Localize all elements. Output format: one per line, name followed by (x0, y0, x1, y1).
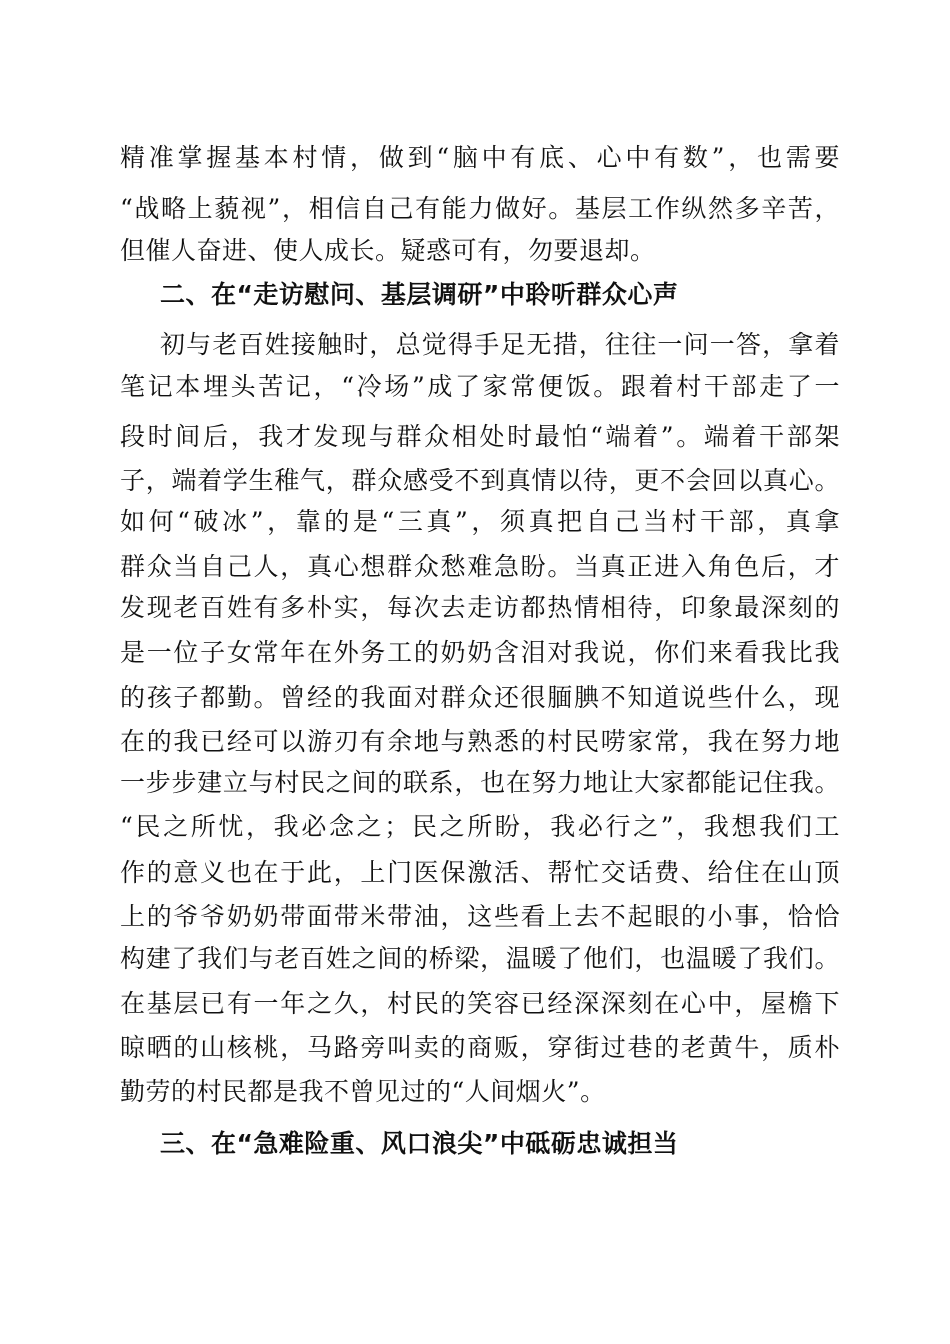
paragraph-2-line-18: 勤劳的村民都是我不曾见过的“人间烟火”。 (120, 1077, 606, 1106)
paragraph-2-line-11: 一步步建立与村民之间的联系，也在努力地让大家都能记住我。 (120, 768, 840, 797)
paragraph-2-line-6: 群众当自己人，真心想群众愁难急盼。当真正进入角色后，才 (120, 552, 840, 581)
paragraph-1-line-2: “战略上藐视”，相信自己有能力做好。基层工作纵然多辛苦， (120, 194, 840, 223)
paragraph-2-line-13: 作的意义也在于此，上门医保激活、帮忙交话费、给住在山顶 (120, 858, 840, 887)
paragraph-2-line-2: 笔记本埋头苦记，“冷场”成了家常便饭。跟着村干部走了一 (120, 372, 840, 401)
paragraph-2-line-3: 段时间后，我才发现与群众相处时最怕“端着”。端着干部架 (120, 422, 840, 451)
paragraph-2-line-5: 如何“破冰”，靠的是“三真”，须真把自己当村干部，真拿 (120, 507, 840, 536)
paragraph-2-line-9: 的孩子都勤。曾经的我面对群众还很腼腆不知道说些什么，现 (120, 683, 840, 712)
paragraph-2-line-1: 初与老百姓接触时，总觉得手足无措，往往一问一答，拿着 (160, 330, 840, 359)
paragraph-2-line-12: “民之所忧，我必念之；民之所盼，我必行之”，我想我们工 (120, 812, 840, 841)
paragraph-2-line-15: 构建了我们与老百姓之间的桥梁，温暖了他们，也温暖了我们。 (120, 944, 840, 973)
paragraph-1-line-3: 但催人奋进、使人成长。疑惑可有，勿要退却。 (120, 236, 656, 265)
paragraph-2-line-14: 上的爷爷奶奶带面带米带油，这些看上去不起眼的小事，恰恰 (120, 902, 840, 931)
paragraph-2-line-4: 子，端着学生稚气，群众感受不到真情以待，更不会回以真心。 (120, 466, 840, 495)
paragraph-2-line-10: 在的我已经可以游刃有余地与熟悉的村民唠家常，我在努力地 (120, 727, 840, 756)
paragraph-2-line-17: 晾晒的山核桃，马路旁叫卖的商贩，穿街过巷的老黄牛，质朴 (120, 1033, 840, 1062)
paragraph-2-line-8: 是一位子女常年在外务工的奶奶含泪对我说，你们来看我比我 (120, 638, 840, 667)
paragraph-1-line-1: 精准掌握基本村情，做到“脑中有底、心中有数”，也需要 (120, 143, 840, 172)
paragraph-2-line-16: 在基层已有一年之久，村民的笑容已经深深刻在心中，屋檐下 (120, 989, 840, 1018)
section-heading-3: 三、在“急难险重、风口浪尖”中砥砺忠诚担当 (160, 1129, 679, 1158)
paragraph-2-line-7: 发现老百姓有多朴实，每次去走访都热情相待，印象最深刻的 (120, 593, 840, 622)
section-heading-2: 二、在“走访慰问、基层调研”中聆听群众心声 (160, 280, 679, 309)
